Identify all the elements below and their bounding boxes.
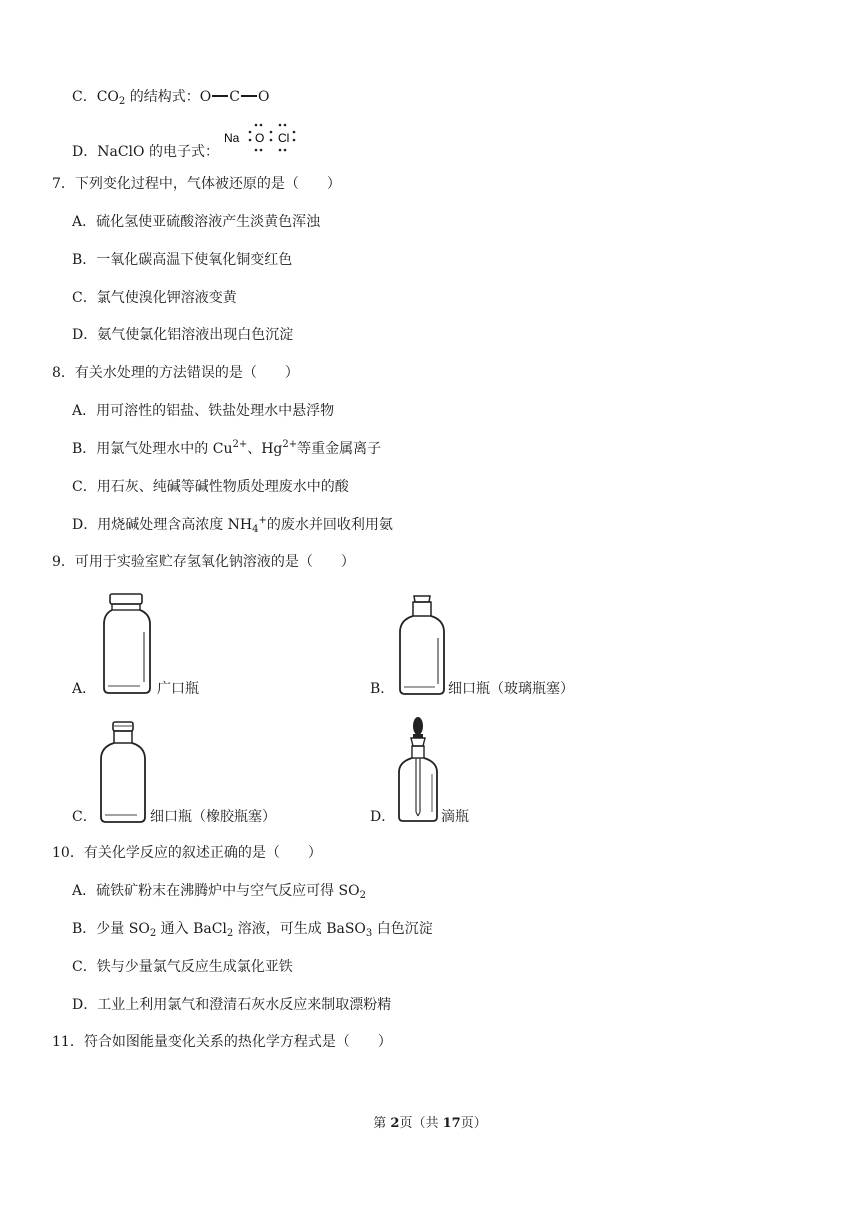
- narrow-mouth-bottle-rubber-stopper-icon: [97, 720, 149, 824]
- q9-stem: 9．可用于实验室贮存氢氧化钠溶液的是（ ）: [52, 554, 355, 570]
- svg-text:Cl: Cl: [278, 131, 290, 145]
- double-bond-line: [241, 95, 257, 97]
- q6-option-d: D．NaClO 的电子式：: [72, 144, 219, 160]
- q10-option-b: B．少量 $SO_2$ 通入 BaCl$_2$ 溶液，可生成 BaSO$_3$ 白色沉淀: [72, 921, 433, 939]
- q11-stem: 11．符合如图能量变化关系的热化学方程式是（ ）: [52, 1034, 392, 1050]
- q8-option-c: C．用石灰、纯碱等碱性物质处理废水中的酸: [72, 479, 349, 495]
- q10-option-d: D．工业上利用氯气和澄清石灰水反应来制取漂粉精: [72, 997, 392, 1013]
- q9-option-c-letter: C．: [72, 809, 97, 825]
- svg-text:O: O: [255, 131, 265, 145]
- wide-mouth-bottle-icon: [100, 592, 156, 696]
- naclo-lewis-structure-image: [223, 120, 299, 158]
- q9-option-d-letter: D．: [370, 809, 396, 825]
- q9-option-b-caption: 细口瓶（玻璃瓶塞）: [448, 681, 574, 697]
- q8-option-b: B．用氯气处理水中的 $Cu^{2+}$、$Hg^{2+}$等重金属离子: [72, 439, 382, 457]
- narrow-mouth-bottle-glass-stopper-icon: [397, 594, 447, 696]
- q7-stem: 7．下列变化过程中，气体被还原的是（ ）: [52, 176, 341, 192]
- q7-option-c: C．氯气使溴化钾溶液变黄: [72, 290, 237, 306]
- q10-option-a: A．硫铁矿粉末在沸腾炉中与空气反应可得 $SO_2$: [72, 883, 367, 901]
- q8-option-a: A．用可溶性的铝盐、铁盐处理水中悬浮物: [72, 403, 335, 419]
- q9-option-a-letter: A．: [72, 681, 97, 697]
- q8-stem: 8．有关水处理的方法错误的是（ ）: [52, 365, 299, 381]
- page-total: 17: [442, 1116, 461, 1131]
- svg-text:Na: Na: [224, 131, 240, 145]
- q7-option-a: A．硫化氢使亚硫酸溶液产生淡黄色浑浊: [72, 214, 321, 230]
- q9-option-c-caption: 细口瓶（橡胶瓶塞）: [150, 809, 276, 825]
- q9-option-d-caption: 滴瓶: [441, 809, 469, 825]
- double-bond-line: [212, 95, 228, 97]
- dropper-bottle-icon: [395, 714, 441, 824]
- page-footer: 第 2页（共 17页）: [373, 1116, 487, 1131]
- q7-option-b: B．一氧化碳高温下使氧化铜变红色: [72, 252, 293, 268]
- q8-option-d: D．用烧碱处理含高浓度 $NH_4^+$的废水并回收利用氨: [72, 515, 393, 535]
- q9-option-b-letter: B．: [370, 681, 395, 697]
- q6-option-c: C．$CO_2$ 的结构式：O C O: [72, 89, 270, 107]
- q9-option-a-caption: 广口瓶: [157, 681, 199, 697]
- q7-option-d: D．氨气使氯化铝溶液出现白色沉淀: [72, 327, 294, 343]
- q10-stem: 10．有关化学反应的叙述正确的是（ ）: [52, 845, 322, 861]
- q10-option-c: C．铁与少量氯气反应生成氯化亚铁: [72, 959, 293, 975]
- page-number: 2: [390, 1116, 400, 1131]
